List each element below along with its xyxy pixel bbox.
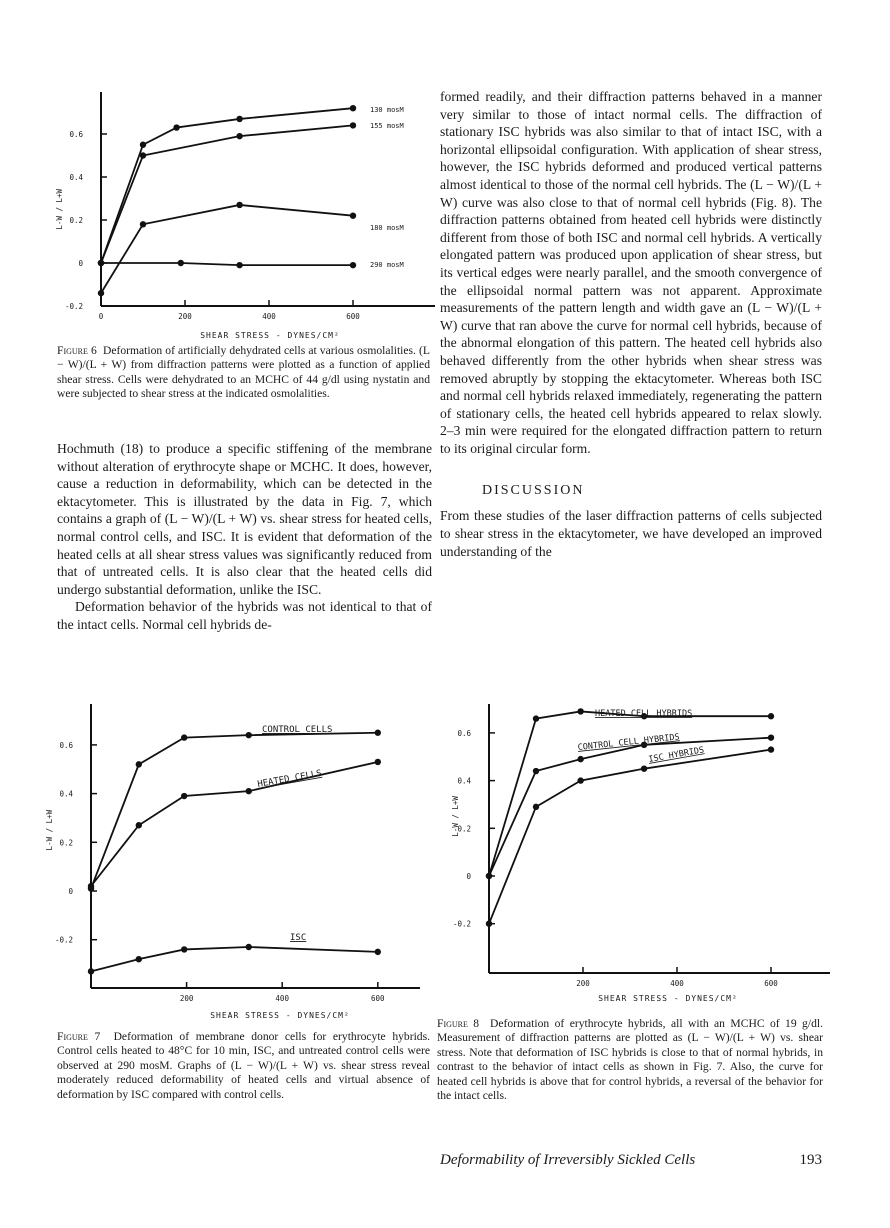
data-point	[577, 756, 583, 762]
data-point	[236, 202, 242, 208]
data-point	[140, 152, 146, 158]
right-column-text	[440, 88, 822, 560]
data-point	[350, 262, 356, 268]
figure-8-caption	[437, 1017, 823, 1103]
data-point	[178, 260, 184, 266]
y-tick-label: 0.4	[69, 173, 83, 182]
y-tick-label: 0.2	[59, 838, 73, 848]
series-label: 290 mosM	[370, 261, 404, 269]
data-point	[375, 730, 381, 736]
x-tick-label: 200	[179, 994, 194, 1003]
paragraph: formed readily, and their diffraction patterns behaved in a manner very similar to those of intact normal cells. The diffraction of stationary ISC hybrids was also similar to that of intact ISC, with a horizontal ellipsoidal configuration. With application of shear stress, however, the ISC hybrids deformed and produced vertical patterns almost identical to those of the normal cell hybrids. The (L − W)/(L + W) curve was also close to that of normal cell hybrids (Fig. 8). The diffraction patterns obtained from heated cell hybrids were distinctly different from those of both ISC and normal cell hybrids. A vertically elongated pattern was produced upon application of shear stress, but its vertical edges were nearly parallel, and the smooth convergence of the ellipsoidal normal pattern was not apparent. Approximate measurements of the pattern length and width gave an (L − W)/(L + W) curve that ran above the curve for normal cell hybrids, because of the abnormal elongation of this pattern. The heated cell hybrids also behaved differently from the other hybrids when shear stress was removed abruptly by stopping the ektacytometer. Whereas both ISC and normal cell hybrids relaxed immediately, regenerating the pattern of stationary cells, the heated cell hybrids appeared to relax slowly. 2–3 min were required for the elongated diffraction pattern to return to its original circular form.	[440, 89, 822, 456]
series-line	[489, 738, 771, 876]
section-heading-discussion: DISCUSSION	[482, 483, 585, 499]
figure-8-caption-text: Deformation of erythrocyte hybrids, all with an MCHC of 19 g/dl. Measurement of diffraction patterns are plotted as (L − W)/(L + W) vs. shear stress. Note that deformation of ISC hybrids is close to that of normal hybrids, in contrast to the behavior of intact cells as shown in Fig. 7. Also, the curve for heated cell hybrids is above that for control hybrids, a reversal of the behavior for the intact cells.	[437, 1017, 823, 1103]
x-tick-label: 0	[98, 312, 104, 321]
x-tick-label: 400	[275, 994, 289, 1003]
data-point	[246, 788, 252, 794]
figure-6-caption-text: Deformation of artificially dehydrated cells at various osmolalities. (L − W)/(L + W) from diffraction patterns were plotted as a function of applied shear stress. Cells were dehydrated to an MCHC of 44 g/dl using nystatin and were subjected to shear stress at the indicated osmolalities.	[57, 344, 430, 401]
x-axis-label: SHEAR STRESS - DYNES/CM²	[210, 1011, 350, 1020]
data-point	[173, 124, 179, 130]
data-point	[236, 262, 242, 268]
series-label: HEATED CELLS	[256, 768, 323, 790]
y-tick-label: -0.2	[64, 302, 83, 311]
x-tick-label: 200	[178, 312, 192, 321]
y-tick-label: 0.4	[59, 789, 73, 799]
data-point	[136, 956, 142, 962]
data-point	[181, 946, 187, 952]
series-line	[489, 711, 771, 876]
figure-6-label: Figure 6	[57, 344, 97, 357]
data-point	[350, 105, 356, 111]
series-label: CONTROL CELLS	[262, 725, 333, 735]
figure-6-chart	[0, 80, 445, 340]
paragraph: Hochmuth (18) to produce a specific stiffening of the membrane without alteration of erythrocyte shape or MCHC. It does, however, cause a reduction in deformability, which can be detected in the ektacytometer. This is illustrated by the data in Fig. 7, which contains a graph of (L − W)/(L + W) vs. shear stress for heated cells, normal control cells, and ISC. It is evident that deformation of the heated cells at all shear stress values was significantly reduced from that of untreated cells. It is also clear that the heated cells did undergo substantial deformation, unlike the ISC.	[57, 441, 432, 597]
y-tick-label: 0.2	[69, 216, 83, 225]
data-point	[136, 761, 142, 767]
y-tick-label: 0.6	[69, 130, 83, 139]
data-point	[486, 873, 492, 879]
series-line	[91, 733, 378, 889]
data-point	[88, 968, 94, 974]
series-label: ISC HYBRIDS	[647, 745, 705, 765]
y-tick-label: 0.2	[457, 824, 471, 834]
figure-8-label: Figure 8	[437, 1017, 480, 1030]
data-point	[88, 883, 94, 889]
running-title: Deformability of Irreversibly Sickled Cells	[440, 1152, 696, 1168]
data-point	[136, 822, 142, 828]
data-point	[486, 921, 492, 927]
page-number: 193	[799, 1152, 822, 1168]
data-point	[236, 116, 242, 122]
series-label: CONTROL CELL HYBRIDS	[577, 732, 681, 753]
x-tick-label: 600	[346, 312, 360, 321]
y-tick-label: -0.2	[54, 935, 73, 945]
series-line	[101, 205, 353, 293]
data-point	[768, 713, 774, 719]
x-tick-label: 400	[262, 312, 276, 321]
figure-7-caption-text: Deformation of membrane donor cells for erythrocyte hybrids. Control cells heated to 48°C for 10 min, ISC, and untreated control cells were observed at 290 mosM. Graphs of (L − W)/(L + W) vs. shear stress reveal moderately reduced deformability of heated cells and virtual absence of deformation by ISC compared with control cells.	[57, 1030, 430, 1101]
y-tick-label: 0.4	[457, 776, 471, 786]
data-point	[577, 777, 583, 783]
series-line	[91, 947, 378, 971]
data-point	[533, 715, 539, 721]
data-point	[98, 290, 104, 296]
series-line	[489, 750, 771, 924]
y-axis-label: L-W / L+W	[451, 796, 460, 837]
x-axis-label: SHEAR STRESS - DYNES/CM²	[598, 994, 738, 1003]
paragraph: From these studies of the laser diffraction patterns of cells subjected to shear stress in the ektacytometer, we have developed an improved understanding of the	[440, 508, 822, 559]
series-line	[101, 108, 353, 263]
data-point	[236, 133, 242, 139]
x-tick-label: 600	[371, 994, 385, 1003]
series-line	[101, 263, 353, 265]
data-point	[768, 746, 774, 752]
x-tick-label: 400	[670, 979, 684, 988]
x-tick-label: 200	[576, 979, 590, 988]
y-tick-label: -0.2	[452, 919, 471, 929]
data-point	[181, 734, 187, 740]
y-tick-label: 0	[68, 887, 73, 896]
figure-7-caption	[57, 1030, 430, 1102]
x-axis-label: SHEAR STRESS - DYNES/CM²	[200, 331, 340, 340]
data-point	[246, 732, 252, 738]
data-point	[350, 122, 356, 128]
data-point	[641, 765, 647, 771]
series-label: 155 mosM	[370, 122, 404, 130]
data-point	[533, 768, 539, 774]
figure-6-caption	[57, 344, 430, 402]
data-point	[350, 213, 356, 219]
data-point	[181, 793, 187, 799]
data-point	[577, 708, 583, 714]
figure-8-chart	[430, 690, 860, 1010]
series-line	[101, 125, 353, 263]
series-label: 180 mosM	[370, 224, 404, 232]
data-point	[768, 734, 774, 740]
running-footer	[440, 1152, 822, 1169]
data-point	[533, 804, 539, 810]
series-label: 130 mosM	[370, 106, 404, 114]
data-point	[140, 142, 146, 148]
series-line	[91, 762, 378, 886]
data-point	[375, 949, 381, 955]
y-tick-label: 0.6	[457, 728, 471, 738]
y-tick-label: 0	[78, 259, 83, 268]
y-axis-label: L-W / L+W	[45, 809, 54, 851]
y-tick-label: 0.6	[59, 740, 73, 750]
figure-7-label: Figure 7	[57, 1030, 101, 1043]
y-tick-label: 0	[466, 872, 471, 881]
series-label: ISC	[290, 933, 307, 943]
paragraph: Deformation behavior of the hybrids was not identical to that of the intact cells. Normal cell hybrids de-	[57, 599, 432, 632]
left-column-text	[57, 440, 432, 634]
data-point	[98, 260, 104, 266]
data-point	[375, 759, 381, 765]
x-tick-label: 600	[764, 979, 778, 988]
data-point	[140, 221, 146, 227]
figure-7-chart	[0, 690, 440, 1030]
series-label: HEATED CELL HYBRIDS	[595, 709, 693, 719]
data-point	[246, 944, 252, 950]
y-axis-label: L-W / L+W	[55, 188, 64, 230]
